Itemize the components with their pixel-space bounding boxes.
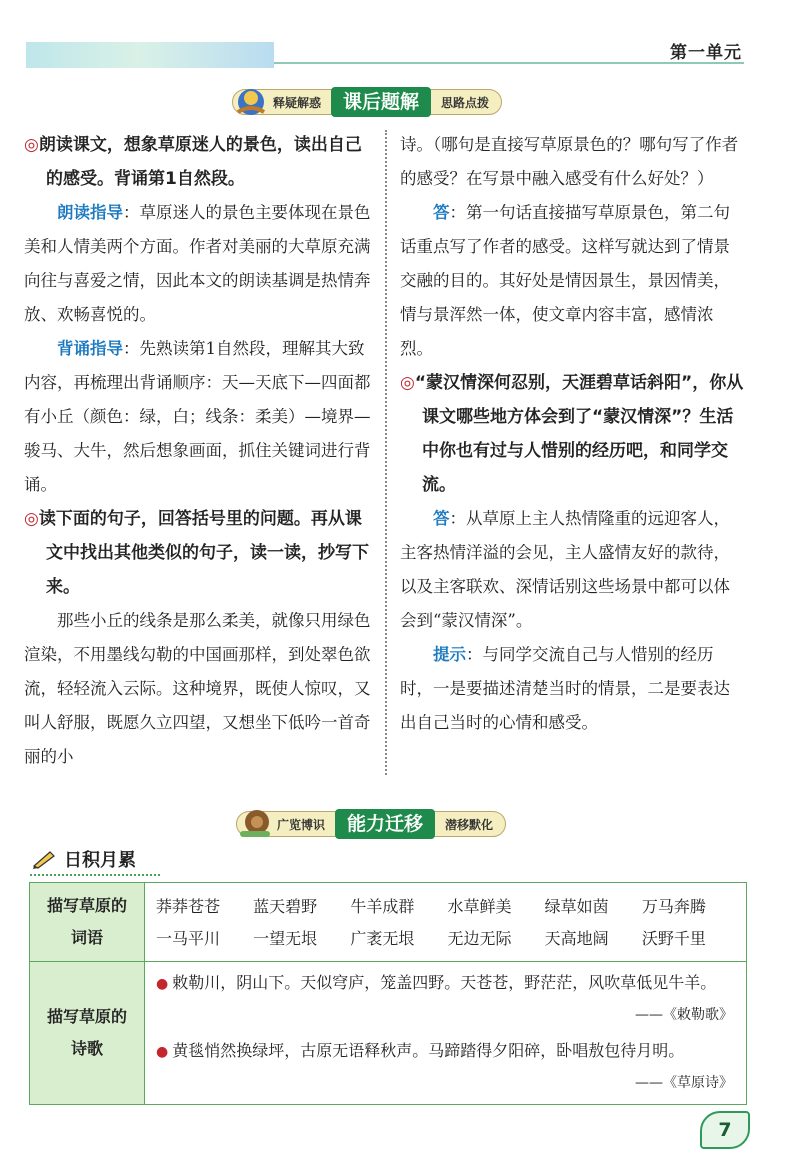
section-banner-1: [232, 88, 502, 116]
word-item: 天高地阔: [544, 929, 609, 948]
word-item: 广袤无垠: [350, 929, 415, 948]
word-item: 万马奔腾: [641, 897, 706, 916]
reading-guide: 朗读指导：草原迷人的景色主要体现在景色美和人情美两个方面。作者对美丽的大草原充满向往与喜爱之情，因此本文的朗读基调是热情奔放、欢畅喜悦的。: [24, 203, 371, 324]
word-item: 一望无垠: [253, 929, 318, 948]
section-banner-2: [236, 810, 506, 838]
word-item: 牛羊成群: [350, 897, 415, 916]
poems-cell: [145, 962, 747, 1105]
snail-icon: [236, 804, 274, 842]
answer-1: 答：第一句话直接描写草原景色，第二句话重点写了作者的感受。这样写就达到了情景交融的目的。其好处是情因景生，景因情美，情与景浑然一体，使文章内容丰富，感情浓烈。: [400, 203, 730, 358]
right-column: [400, 128, 746, 740]
unit-title: 第一单元: [670, 43, 742, 63]
accumulation-title: 日积月累: [64, 850, 136, 871]
tip: 提示：与同学交流自己与人惜别的经历时，一是要描述清楚当时的情景，二是要表达出自己当时的心情和感受。: [400, 645, 730, 732]
dot-bullet-icon: ●: [156, 976, 169, 992]
word-item: 绿草如茵: [544, 897, 609, 916]
answer-2: 答：从草原上主人热情隆重的远迎客人，主客热情洋溢的会见，主人盛情友好的款待，以及主客联欢、深情话别这些场景中都可以体会到“蒙汉情深”。: [400, 509, 730, 630]
accumulation-table: [29, 882, 747, 1105]
word-item: 水草鲜美: [447, 897, 512, 916]
pencil-icon: [32, 848, 58, 870]
dot-bullet-icon: ●: [156, 1044, 169, 1060]
poem-2: ● 黄毯悄然换绿坪，古原无语释秋声。马蹄踏得夕阳碎，卧唱敖包待月明。 ——《草原诗》: [146, 1035, 745, 1103]
table-row: [30, 962, 747, 1105]
question-2: ◎读下面的句子，回答括号里的问题。再从课文中找出其他类似的句子，读一读，抄写下来。: [24, 509, 369, 597]
banner2-left: 广览博识: [277, 817, 326, 832]
poem-1: ● 敕勒川，阴山下。天似穹庐，笼盖四野。天苍苍，野茫茫，风吹草低见牛羊。 ——《敕勒歌》: [146, 963, 745, 1035]
row-label-poems: 描写草原的诗歌: [30, 962, 145, 1105]
words-cell: [145, 883, 747, 962]
banner2-right: 潜移默化: [445, 817, 494, 832]
mascot-icon: [232, 82, 270, 120]
circle-bullet-icon: ◎: [24, 509, 39, 529]
circle-bullet-icon: ◎: [24, 135, 39, 155]
quote-text: 那些小丘的线条是那么柔美，就像只用绿色渲染，不用墨线勾勒的中国画那样，到处翠色欲流，轻轻流入云际。这种境界，既使人惊叹，又叫人舒服，既愿久立四望，又想坐下低吟一首奇丽的小: [24, 611, 371, 766]
question-1: ◎朗读课文，想象草原迷人的景色，读出自己的感受。背诵第1自然段。: [24, 135, 362, 189]
quote-continuation: 诗。（哪句是直接写草原景色的？哪句写了作者的感受？在写景中融入感受有什么好处？）: [400, 135, 739, 188]
banner2-title: 能力迁移: [335, 809, 435, 839]
table-row: [30, 883, 747, 962]
banner1-title: 课后题解: [331, 87, 431, 117]
recite-guide: 背诵指导：先熟读第1自然段，理解其大致内容，再梳理出背诵顺序：天—天底下—四面都有小丘（颜色：绿，白；线条：柔美）—境界—骏马、大牛，然后想象画面，抓住关键词进行背诵。: [24, 339, 371, 494]
page-number: 7: [700, 1111, 750, 1149]
header-decoration: [26, 42, 274, 68]
word-item: 无边无际: [447, 929, 512, 948]
row-label-words: 描写草原的词语: [30, 883, 145, 962]
banner1-left: 释疑解惑: [273, 95, 322, 110]
column-divider: [385, 130, 387, 775]
word-item: 沃野千里: [641, 929, 706, 948]
question-3: ◎“蒙汉情深何忍别，天涯碧草话斜阳”，你从课文哪些地方体会到了“蒙汉情深”？生活中你也有过与人惜别的经历吧，和同学交流。: [400, 373, 744, 495]
word-item: 蓝天碧野: [253, 897, 318, 916]
left-column: [24, 128, 376, 774]
poem-1-source: ——《敕勒歌》: [635, 1007, 733, 1023]
word-item: 莽莽苍苍: [156, 897, 221, 916]
word-item: 一马平川: [156, 929, 221, 948]
word-list: [146, 884, 745, 960]
circle-bullet-icon: ◎: [400, 373, 415, 393]
poem-2-source: ——《草原诗》: [635, 1075, 733, 1091]
accumulation-heading: [32, 846, 136, 872]
heading-dotted-underline: [30, 874, 160, 876]
banner1-right: 思路点拨: [441, 95, 490, 110]
